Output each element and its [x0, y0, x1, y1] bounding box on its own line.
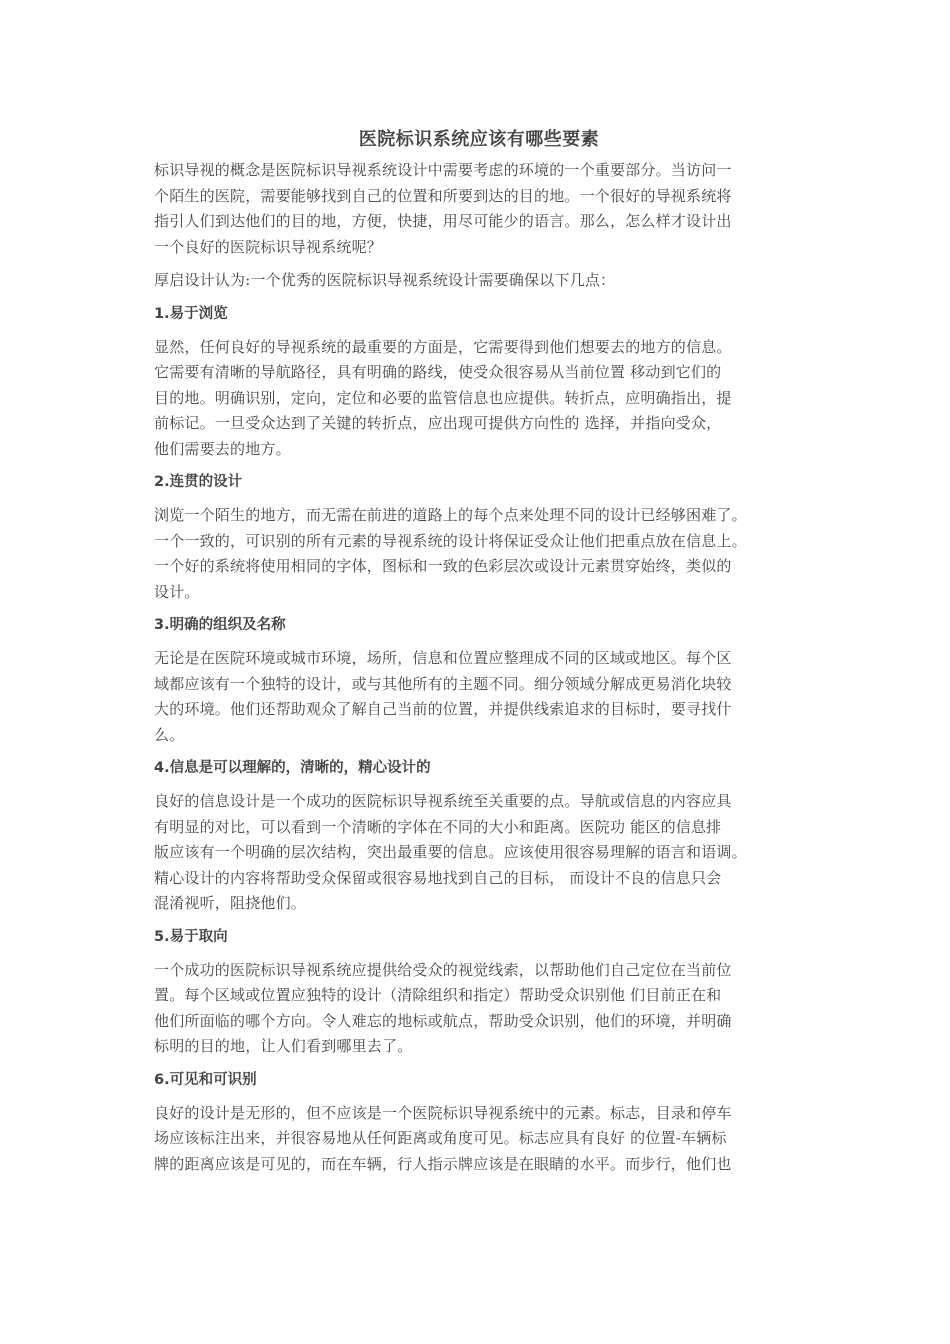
- section-heading-4: 4.信息是可以理解的，清晰的，精心设计的: [154, 760, 431, 776]
- section-heading-6: 6.可见和可识别: [154, 1071, 257, 1088]
- section-paragraph-5: [154, 958, 804, 1060]
- section-paragraph-6: [154, 1101, 804, 1178]
- text-line: 一个良好的医院标识导视系统呢？: [154, 237, 383, 256]
- lead-paragraph: [154, 268, 804, 294]
- document-page: [154, 126, 804, 1185]
- section-heading-5: 5.易于取向: [154, 928, 228, 945]
- text-line: 版应该有一个明确的层次结构，突出最重要的信息。应该使用很容易理解的语言和语调。: [154, 843, 747, 861]
- text-line: 厚启设计认为:一个优秀的医院标识导视系统设计需要确保以下几点：: [154, 271, 616, 289]
- text-line: 良好的信息设计是一个成功的医院标识导视系统至关重要的点。导航或信息的内容应具: [154, 792, 732, 810]
- section-heading-1: 1.易于浏览: [154, 305, 228, 322]
- text-line: 么。: [154, 725, 185, 744]
- text-line: 一个一致的，可识别的所有元素的导视系统的设计将保证受众让他们把重点放在信息上。: [154, 531, 747, 550]
- document-title: 医院标识系统应该有哪些要素: [358, 129, 600, 150]
- text-line: 置。每个区域或位置应独特的设计（清除组织和指定）帮助受众识别他 们目前正在和: [154, 986, 722, 1004]
- text-line: 大的环境。他们还帮助观众了解自己当前的位置，并提供线索追求的目标时，要寻找什: [154, 700, 732, 718]
- text-line: 场应该标注出来，并很容易地从任何距离或角度可见。标志应具有良好 的位置-车辆标: [154, 1129, 727, 1147]
- text-line: 良好的设计是无形的，但不应该是一个医院标识导视系统中的元素。标志，目录和停车: [154, 1103, 732, 1122]
- text-line: 个陌生的医院，需要能够找到自己的位置和所要到达的目的地。一个很好的导视系统将: [154, 186, 732, 205]
- text-line: 设计。: [154, 582, 200, 601]
- text-line: 精心设计的内容将帮助受众保留或很容易地找到自己的目标， 而设计不良的信息只会: [154, 868, 722, 887]
- text-line: 标明的目的地，让人们看到哪里去了。: [154, 1037, 413, 1055]
- text-line: 标识导视的概念是医院标识导视系统设计中需要考虑的环境的一个重要部分。当访问一: [154, 161, 732, 179]
- text-line: 它需要有清晰的导航路径，具有明确的路线，使受众很容易从当前位置 移动到它们的: [154, 363, 722, 381]
- section-paragraph-1: [154, 335, 804, 463]
- text-line: 目的地。明确识别，定向，定位和必要的监管信息也应提供。转折点，应明确指出，提: [154, 388, 732, 407]
- text-line: 一个好的系统将使用相同的字体，图标和一致的色彩层次或设计元素贯穿始终，类似的: [154, 557, 732, 575]
- section-heading-3: 3.明确的组织及名称: [154, 617, 286, 633]
- text-line: 有明显的对比，可以看到一个清晰的字体在不同的大小和距离。医院功 能区的信息排: [154, 817, 722, 836]
- section-heading-2: 2.连贯的设计: [154, 474, 243, 490]
- section-paragraph-3: [154, 646, 804, 748]
- text-line: 一个成功的医院标识导视系统应提供给受众的视觉线索，以帮助他们自己定位在当前位: [154, 960, 732, 979]
- text-line: 无论是在医院环境或城市环境，场所，信息和位置应整理成不同的区域或地区。每个区: [154, 649, 732, 667]
- section-paragraph-4: [154, 789, 804, 917]
- intro-paragraph: [154, 158, 804, 260]
- text-line: 浏览一个陌生的地方，而无需在前进的道路上的每个点来处理不同的设计已经够困难了。: [154, 506, 747, 524]
- text-line: 牌的距离应该是可见的，而在车辆，行人指示牌应该是在眼睛的水平。而步行，他们也: [154, 1154, 732, 1173]
- text-line: 他们所面临的哪个方向。令人难忘的地标或航点，帮助受众识别，他们的环境，并明确: [154, 1011, 732, 1030]
- text-line: 他们需要去的地方。: [154, 439, 291, 458]
- text-line: 显然，任何良好的导视系统的最重要的方面是，它需要得到他们想要去的地方的信息。: [154, 337, 732, 356]
- text-line: 指引人们到达他们的目的地，方便，快捷，用尽可能少的语言。那么，怎么样才设计出: [154, 212, 732, 230]
- text-line: 混淆视听，阻挠他们。: [154, 894, 307, 912]
- text-line: 前标记。一旦受众达到了关键的转折点，应出现可提供方向性的 选择，并指向受众，: [154, 414, 722, 432]
- text-line: 域都应该有一个独特的设计，或与其他所有的主题不同。细分领域分解成更易消化块较: [154, 674, 732, 693]
- section-paragraph-2: [154, 503, 804, 605]
